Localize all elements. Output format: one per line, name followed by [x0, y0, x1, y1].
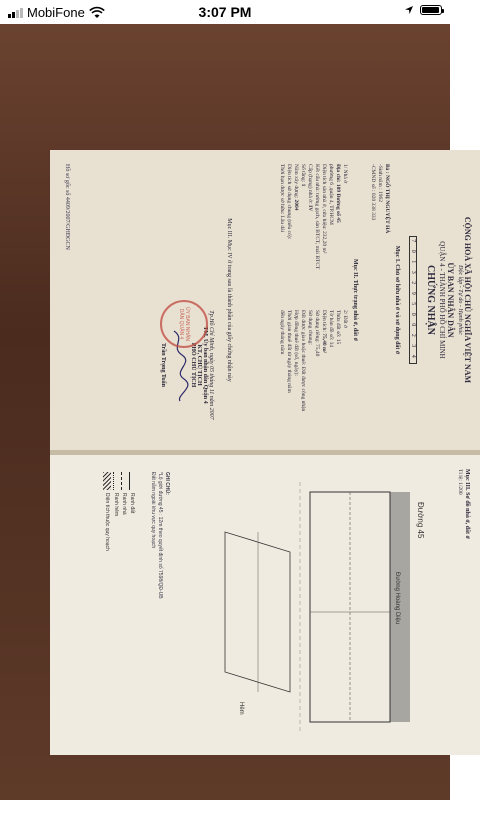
- header-line1: CỘNG HOÀ XÃ HỘI CHỦ NGHĨA VIỆT NAM: [463, 216, 472, 384]
- legend-label: Diện tích thuộc quy hoạch: [104, 493, 110, 551]
- house-label: 1/ Nhà ở: [342, 164, 348, 184]
- street-side-label: Đường Hoàng Diệu: [394, 572, 400, 625]
- map-section-header: [456, 469, 470, 741]
- year-value: 2004: [293, 199, 299, 211]
- floor-area: Diện tích sàn nhà ở, cửa hiệu: 232,20 m²: [321, 164, 327, 254]
- sign-authority: TM. Ủy ban nhân dân Quận 4: [202, 326, 208, 404]
- lease-start: Thời gian thuê đất từ ngày tháng năm: [286, 310, 292, 393]
- certificate-document: [50, 150, 480, 760]
- alley-label: Hẻm: [238, 702, 244, 715]
- house-column: [278, 164, 348, 300]
- header-line2: Độc lập - Tự do - Hạnh phúc: [457, 265, 463, 335]
- private-use: Sử dụng riêng: 75,40: [314, 310, 320, 357]
- legend-swatch: [129, 472, 135, 490]
- certificate-left-page: [50, 150, 480, 450]
- legend-swatch: [121, 472, 127, 490]
- header-line4: QUẬN 4 - THÀNH PHỐ HỒ CHÍ MINH: [438, 241, 446, 359]
- section-owner: [369, 164, 400, 436]
- shared-use: Sử dụng chung:: [307, 310, 313, 345]
- owner-name: Bà : NGÔ THỊ NGUYỆT HÀ: [384, 164, 390, 234]
- land-area: 75,40 m²: [321, 333, 327, 354]
- land-label: 2/ Đất ở: [342, 310, 348, 328]
- owner-birth: -Sinh năm : 1962: [377, 164, 383, 203]
- map-notes: [149, 472, 170, 742]
- map-scale: Tỉ lệ: 1/200: [457, 469, 463, 495]
- sign-role2: PHÓ CHỦ TỊCH: [190, 342, 196, 388]
- legend-swatch: [113, 472, 119, 490]
- photo-viewer[interactable]: [0, 24, 472, 800]
- header-line3: ỦY BAN NHÂN DÂN: [446, 262, 455, 338]
- owner-id: -CMND số : 020 338 333: [370, 164, 376, 221]
- legend-item: [129, 472, 135, 551]
- note-line1: *Lộ giới đường 45 : 12m theo quyết định số 7598/QĐ-UB: [157, 472, 163, 599]
- header-title: CHỨNG NHẬN: [425, 265, 436, 335]
- structure: Kết cấu nhà: tường gạch, sàn BTCT, mái BTCT: [314, 164, 320, 270]
- signer-name: Trần Trọng Tuấn: [160, 342, 166, 388]
- carrier-name: MobiFone: [27, 5, 85, 20]
- section-property: [278, 164, 358, 436]
- map-legend: [101, 472, 135, 551]
- parcel-number: Thửa đất số: 15: [335, 310, 341, 345]
- status-bar: [0, 0, 450, 24]
- location-arrow-icon: [404, 5, 414, 15]
- notes-title: GHI CHÚ:: [164, 472, 170, 495]
- floors-value: 1: [300, 183, 306, 187]
- status-right: [404, 5, 442, 15]
- sign-date: Tp.Hồ Chí Minh, ngày 05 tháng 11 năm 2007: [208, 310, 214, 420]
- official-stamp: [160, 300, 208, 348]
- ownership-term: Thời hạn được sở hữu: Lâu dài: [279, 164, 285, 233]
- shared-area: Diện tích sử dụng chung (nếu có):: [286, 164, 292, 240]
- land-form: Đất được giao hoặc thuê: Đất được công nhận: [300, 310, 306, 412]
- legend-label: Ranh nhà: [121, 493, 127, 515]
- grade-value: IV: [307, 205, 313, 212]
- grade-label: Cấp (hạng) nhà ở:: [307, 164, 313, 204]
- document-photo: [0, 96, 472, 816]
- land-parcel-outline: [225, 532, 290, 692]
- street-main-label: Đường 45: [416, 502, 425, 539]
- lease-end: đến ngày tháng năm: [279, 310, 285, 355]
- certificate-serial: 7 0 1 3 2 9 5 0 0 2 3 4: [409, 236, 417, 364]
- house-ward: phường 6 ,quận 4, TP.HCM: [328, 164, 334, 225]
- legend-swatch: [103, 472, 111, 490]
- section-iii-title: Mục III. Mục IV ở trang sau là thành phần của giấy chứng nhận này: [226, 218, 232, 382]
- land-column: [278, 310, 348, 436]
- map-sheet: Tờ bản đồ số: 14: [328, 310, 334, 348]
- battery-fill: [422, 7, 439, 13]
- stamp-text: ỦY BAN NHÂN DÂN QUẬN 4: [178, 306, 190, 342]
- section-ii-title: Mục II. Thực trạng nhà ở, đất ở: [352, 259, 358, 341]
- registry-number: Hồ sơ gốc số 4409/2007/GHĐGCN: [64, 164, 70, 250]
- year-label: Năm xây dựng:: [293, 164, 299, 199]
- section-i-title: Mục I. Chủ sở hữu nhà ở và sử dụng đất ở: [394, 245, 400, 355]
- battery-icon: [420, 5, 442, 15]
- road-hatching: [390, 492, 410, 722]
- house-address: Địa chỉ: 109 Đường số 45: [335, 164, 341, 223]
- site-plan-diagram: [180, 472, 440, 742]
- floors-label: Số tầng:: [300, 164, 306, 183]
- legend-label: Ranh hẻm: [113, 493, 119, 517]
- note-line2: Đất nằm ngoài khu vực quy hoạch: [150, 472, 156, 549]
- clock: 3:07 PM: [198, 4, 252, 20]
- lease-contract: Hợp đồng thuê đất (số, ngày):: [293, 310, 299, 376]
- map-section-title: Mục III. Sơ đồ nhà ở, đất ở: [464, 469, 470, 539]
- land-area-label: Diện tích:: [321, 310, 327, 332]
- legend-item: [103, 472, 111, 551]
- sign-role1: KT. CHỦ TỊCH: [196, 344, 202, 386]
- section-signature: [225, 164, 232, 436]
- legend-item: [113, 472, 119, 551]
- legend-item: [121, 472, 127, 551]
- certificate-header: [407, 150, 472, 450]
- legend-label: Ranh đất: [129, 493, 135, 514]
